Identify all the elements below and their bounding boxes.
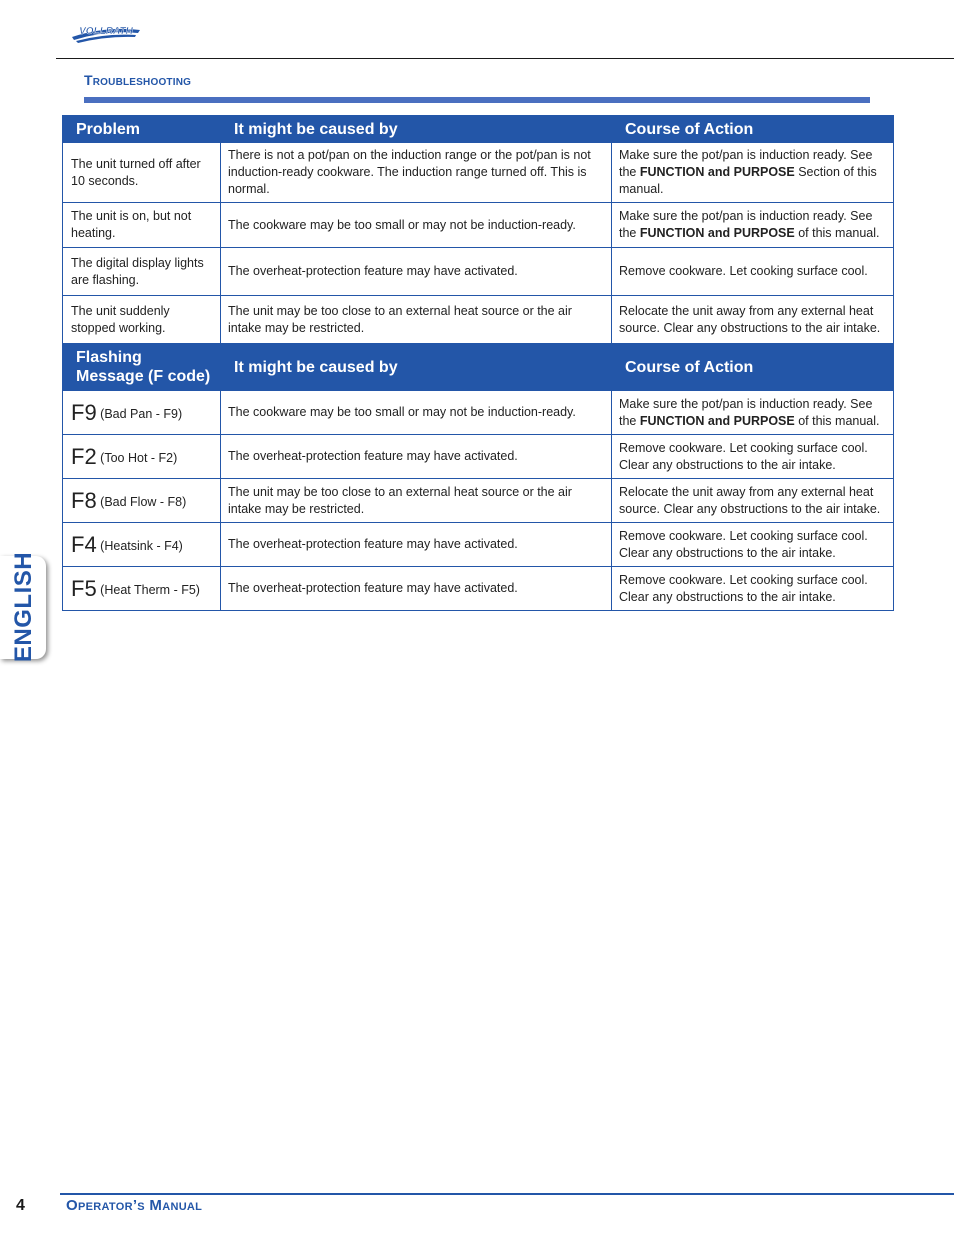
- table-row: [63, 567, 894, 611]
- flash-code-desc: (Heat Therm - F5): [100, 582, 200, 597]
- action-cell: [612, 567, 894, 611]
- cause-cell: The unit may be too close to an external heat source or the air intake may be restricted.: [221, 479, 612, 523]
- action-cell: [612, 435, 894, 479]
- table-row: [63, 391, 894, 435]
- footer-rule: [60, 1193, 954, 1195]
- table-row: [63, 479, 894, 523]
- problem-cell: The unit suddenly stopped working.: [63, 296, 221, 344]
- flash-code: F4: [71, 531, 97, 557]
- cause-cell: The overheat-protection feature may have activated.: [221, 567, 612, 611]
- vollrath-logo: [70, 20, 142, 44]
- table-row: [63, 203, 894, 248]
- flash-code-cell: [63, 523, 221, 567]
- flash-code-cell: [63, 391, 221, 435]
- problem-cell: The unit turned off after 10 seconds.: [63, 143, 221, 203]
- cause-cell: There is not a pot/pan on the induction range or the pot/pan is not induction-ready cookware. The induction range turned off. This is normal.: [221, 143, 612, 203]
- section-title-bar: [84, 97, 870, 103]
- page-number: 4: [16, 1197, 25, 1214]
- problem-cell: The unit is on, but not heating.: [63, 203, 221, 248]
- problem-header-row: [63, 116, 894, 143]
- flash-code-cell: [63, 435, 221, 479]
- flash-code: F8: [71, 487, 97, 513]
- flash-code-desc: (Too Hot - F2): [100, 450, 178, 465]
- header-problem: Problem: [63, 116, 221, 143]
- flash-code-desc: (Heatsink - F4): [100, 538, 183, 553]
- action-text: Remove cookware. Let cooking surface cool. Clear any obstructions to the air intake.: [619, 572, 868, 604]
- table-row: [63, 296, 894, 344]
- flash-code-cell: [63, 479, 221, 523]
- action-cell: [612, 143, 894, 203]
- flash-code: F9: [71, 399, 97, 425]
- table-row: [63, 248, 894, 296]
- logo-text: VOLLRATH: [79, 26, 133, 37]
- action-cell: [612, 296, 894, 344]
- header-action: Course of Action: [612, 116, 894, 143]
- action-text: Make sure the pot/pan is induction ready. See the: [619, 148, 873, 179]
- action-text: Make sure the pot/pan is induction ready. See the: [619, 209, 873, 240]
- action-cell: [612, 248, 894, 296]
- action-text: Make sure the pot/pan is induction ready. See the: [619, 396, 873, 428]
- action-cell: [612, 391, 894, 435]
- action-emphasis: FUNCTION and PURPOSE: [639, 413, 795, 428]
- table-row: [63, 435, 894, 479]
- header-flashing-message: Flashing Message (F code): [63, 344, 221, 391]
- action-emphasis: FUNCTION and PURPOSE: [639, 165, 795, 179]
- action-cell: [612, 203, 894, 248]
- header-cause: It might be caused by: [221, 344, 612, 391]
- troubleshooting-table: [62, 115, 894, 611]
- flash-code: F2: [71, 443, 97, 469]
- action-text: Remove cookware. Let cooking surface cool.: [619, 264, 868, 278]
- action-text-end: of this manual.: [794, 226, 880, 240]
- action-text: Remove cookware. Let cooking surface cool. Clear any obstructions to the air intake.: [619, 440, 868, 472]
- cause-cell: The cookware may be too small or may not be induction-ready.: [221, 391, 612, 435]
- action-text-end: of this manual.: [794, 413, 880, 428]
- table-row: [63, 143, 894, 203]
- action-cell: [612, 479, 894, 523]
- flash-code-cell: [63, 567, 221, 611]
- problem-cell: The digital display lights are flashing.: [63, 248, 221, 296]
- flash-code-desc: (Bad Flow - F8): [100, 494, 187, 509]
- table-row: [63, 523, 894, 567]
- cause-cell: The overheat-protection feature may have activated.: [221, 523, 612, 567]
- flash-code-desc: (Bad Pan - F9): [100, 406, 183, 421]
- action-cell: [612, 523, 894, 567]
- footer-manual-title: Operator’s Manual: [66, 1197, 203, 1214]
- header-action: Course of Action: [612, 344, 894, 391]
- cause-cell: The unit may be too close to an external heat source or the air intake may be restricted.: [221, 296, 612, 344]
- header-cause: It might be caused by: [221, 116, 612, 143]
- section-title: Troubleshooting: [84, 72, 192, 88]
- action-text-end: Section of this manual.: [619, 165, 877, 196]
- cause-cell: The cookware may be too small or may not be induction-ready.: [221, 203, 612, 248]
- cause-cell: The overheat-protection feature may have activated.: [221, 435, 612, 479]
- cause-cell: The overheat-protection feature may have activated.: [221, 248, 612, 296]
- action-text: Relocate the unit away from any external heat source. Clear any obstructions to the air intake.: [619, 484, 881, 516]
- action-text: Relocate the unit away from any external heat source. Clear any obstructions to the air intake.: [619, 303, 881, 335]
- flash-header-row: [63, 344, 894, 391]
- action-emphasis: FUNCTION and PURPOSE: [639, 226, 795, 240]
- flash-code: F5: [71, 575, 97, 601]
- header-rule: [56, 58, 954, 59]
- language-tab-label: ENGLISH: [10, 551, 37, 663]
- action-text: Remove cookware. Let cooking surface cool. Clear any obstructions to the air intake.: [619, 528, 868, 560]
